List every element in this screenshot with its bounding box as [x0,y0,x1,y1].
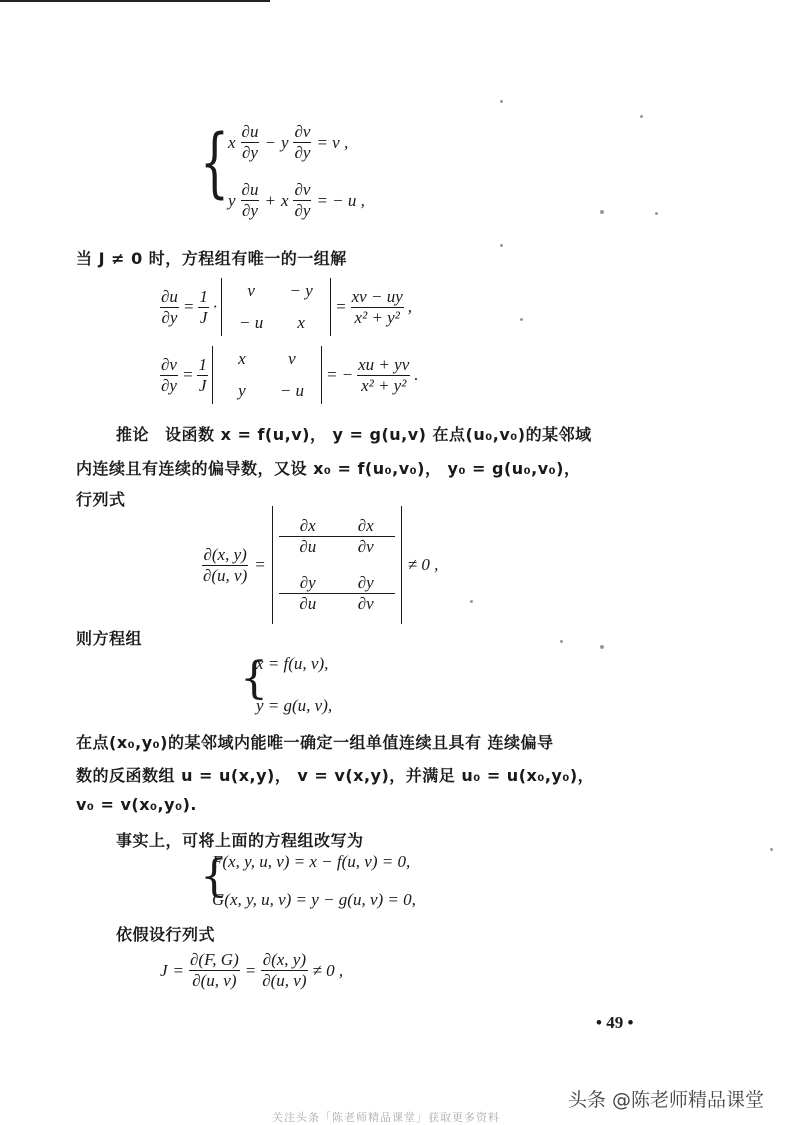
determinant-bar [272,506,273,624]
determinant-bar [221,278,222,336]
fraction: $\frac{\partial u}{\partial y}$ [241,122,259,162]
system3-line-2: G(x, y, u, v) = y − g(u, v) = 0, [212,890,416,909]
scan-speck [500,244,503,247]
corollary-line-3: 行列式 [76,490,126,509]
var: y [228,190,236,210]
corollary-line-1: 推论 设函数 x = f(u,v)， y = g(u,v) 在点(u₀,v₀)的某邻域 [116,425,592,444]
system3-line-1: F(x, y, u, v) = x − f(u, v) = 0, [212,852,411,871]
system1-row2 [228,180,365,221]
system2-line-1: x = f(u, v), [256,654,329,673]
fraction: $\frac{\partial v}{\partial y}$ [294,122,311,162]
conclusion-line-2: 数的反函数组 u = u(x,y)， v = v(x,y)，并满足 u₀ = u(x₀,y₀)， [76,766,595,785]
scan-speck [640,115,643,118]
var: y [280,132,289,152]
watermark: 头条 @陈老师精品课堂 [568,1089,765,1111]
conclusion-line-1: 在点(x₀,y₀)的某邻域内能唯一确定一组单值连续且具有 连续偏导 [76,733,554,752]
scan-speck [655,212,658,215]
left-brace: { [200,117,230,206]
page-number: • 49 • [596,1013,634,1032]
fraction: $\frac{xv - uy}{\text{x² + y²}}$ [351,286,403,327]
assume-line: 依假设行列式 [116,925,216,944]
var: x [228,132,236,152]
equation-dv-dy: $\frac{\partial v}{\partial y}$ = $\frac{1}{J}$ x v y − u = − $\frac{xu + yv}{\text{x² + y²}}$ . [160,346,419,404]
system1-row1 [228,122,348,163]
determinant-2x2: x v y − u [238,349,305,400]
scan-speck [600,210,604,214]
scan-speck [470,600,473,603]
rhs: = − u , [316,190,365,210]
conclusion-line-3: v₀ = v(x₀,y₀). [76,795,197,814]
scan-speck [500,100,503,103]
fraction: $\frac{\partial(x, y)}{\partial(u, v)}$ [203,544,248,585]
fraction: $\frac{1}{J}$ [199,286,208,327]
scan-speck [770,848,773,851]
corollary-label: 推论 [116,425,150,444]
scan-speck [600,645,604,649]
system2-line-2: y = g(u, v), [256,696,333,715]
rewrite-line: 事实上，可将上面的方程组改写为 [116,831,364,850]
fraction: $\frac{\partial(F, G)}{\partial(u, v)}$ [190,950,239,990]
then-line: 则方程组 [76,629,143,648]
operator: + [264,190,276,210]
fraction: $\frac{\partial(x, y)}{\partial(u, v)}$ [262,950,307,990]
determinant-bar [330,278,331,336]
final-equation: J = $\frac{\partial(F, G)}{\partial(u, v)}$ = $\frac{\partial(x, y)}{\partial(u, v)}$ ≠ 0 , [160,950,344,990]
var: x [280,190,289,210]
fraction: $\frac{1}{J}$ [198,354,207,395]
operator: − [264,132,276,152]
top-rule [0,0,270,2]
fraction: $\frac{xu + yv}{\text{x² + y²}}$ [358,354,410,395]
determinant-bar [212,346,213,404]
left-brace: { [200,851,228,902]
corollary-line-2: 内连续且有连续的偏导数，又设 x₀ = f(u₀,v₀)， y₀ = g(u₀,v₀)， [76,459,581,478]
fraction: $\frac{\partial u}{\partial y}$ [241,180,259,220]
fraction: $\frac{\partial v}{\partial y}$ [294,180,311,220]
determinant-bar [321,346,322,404]
scan-speck [560,640,563,643]
left-brace: { [240,653,268,704]
equation-du-dy: $\frac{\partial u}{\partial y}$ = $\frac{1}{J}$ · v − y − u x = $\frac{xv - uy}{\text{x² + y²}}$ , [160,278,412,336]
fraction: $\frac{\partial v}{\partial y}$ [161,354,177,395]
determinant-2x2: v − y − u x [239,281,313,332]
jacobian-matrix: $\frac{\partial x}{\partial u}$ $\frac{\partial x}{\partial v}$ $\frac{\partial y}{\partial u}$ $\frac{\partial y}{\partial v}$ [279,516,395,614]
unique-solution-line: 当 J ≠ 0 时，方程组有唯一的一组解 [76,249,347,268]
scan-speck [520,318,523,321]
jacobian-equation: $\frac{\partial(x, y)}{\partial(u, v)}$ = $\frac{\partial x}{\partial u}$ $\frac{\partial x}{\partial v}$ $\frac{\partial y}{\partial u}$ $\frac{\partial y}{\partial v}$ ≠ 0 , [202,506,438,624]
determinant-bar [401,506,402,624]
rhs: = v , [316,132,349,152]
footer-note: 关注头条「陈老师精品课堂」获取更多资料 [272,1111,500,1124]
fraction: $\frac{\partial u}{\partial y}$ [161,286,178,327]
